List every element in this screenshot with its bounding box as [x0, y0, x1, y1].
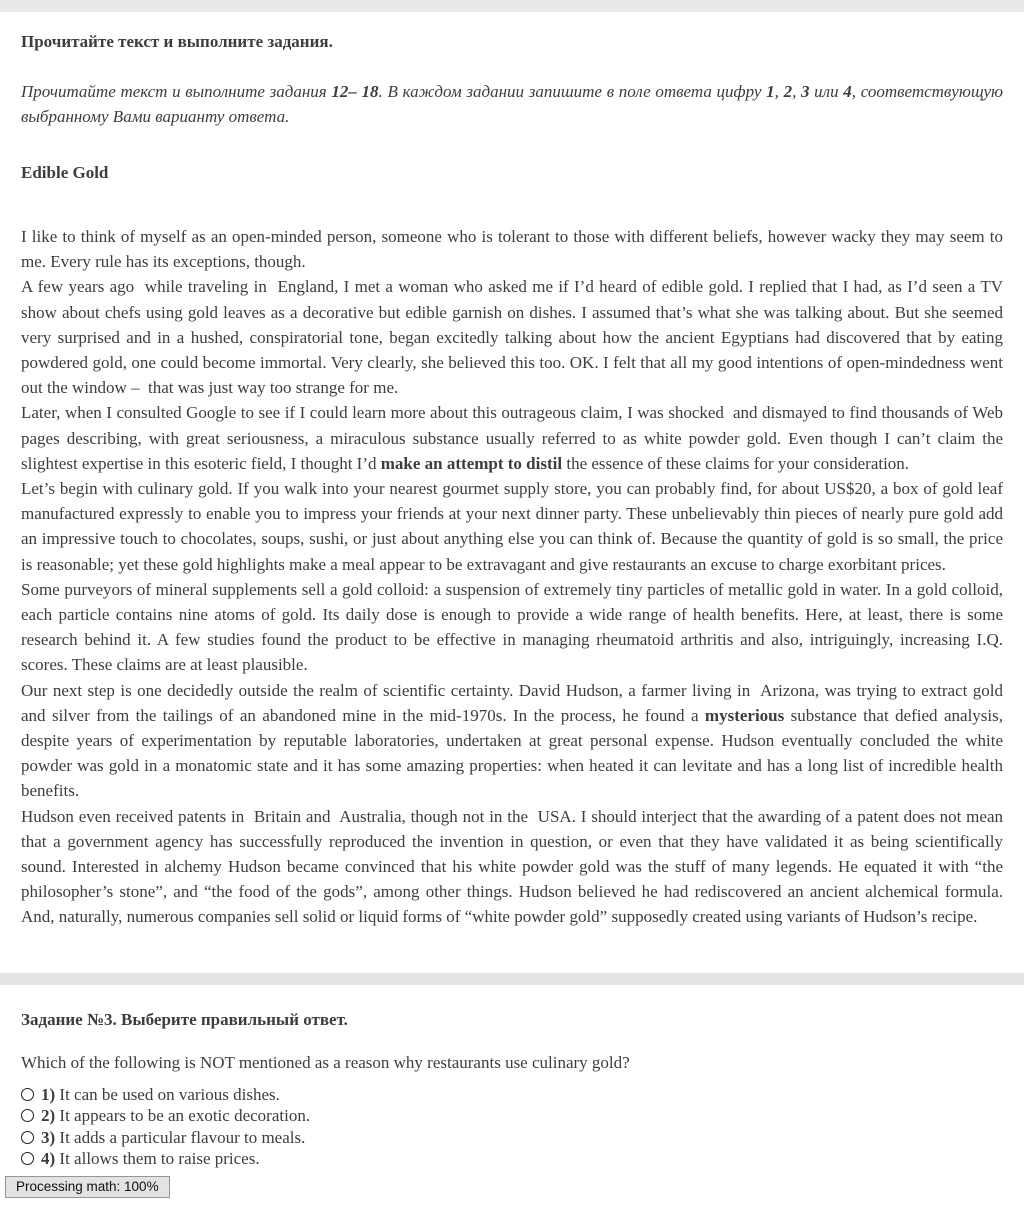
text-segment: или [809, 82, 844, 101]
top-divider-bar [0, 0, 1024, 12]
answer-option-number: 3) [41, 1127, 56, 1147]
text-segment: Some purveyors of mineral supplements sell a gold colloid: a suspension of extremely tiny particles of metallic gold in water. In a gold colloid, each particle contains nine atoms of gold. Its daily dose is enough to provide a wide range of health benefits. Here, at least, there is some research behind it. A few studies found the product to be effective in managing rheumatoid arthritis and also, intriguingly, increasing I.Q. scores. These claims are at least plausible. [21, 579, 1003, 675]
bold-text-segment: 2 [783, 82, 793, 101]
article-paragraph [21, 274, 1003, 400]
answer-option-number: 4) [41, 1148, 56, 1168]
radio-button-icon[interactable] [21, 1152, 34, 1165]
text-segment: substance that defied analysis, despite years of experimentation by reputable laboratories, undertaken at great personal expense. Hudson eventually concluded the white powder was gold in a monatomic state and it has some amazing properties: when heated it can levitate and has a long list of incredible health benefits. [21, 705, 1003, 801]
article-paragraph [21, 400, 1003, 476]
bold-text-segment: 12– 18 [331, 82, 379, 101]
answer-option-label [41, 1127, 305, 1148]
article-paragraph [21, 224, 1003, 274]
answer-option-number: 1) [41, 1084, 56, 1104]
instructions-header: Прочитайте текст и выполните задания. [21, 32, 333, 51]
answer-option-label [41, 1105, 310, 1126]
text-segment: Later, when I consulted Google to see if I could learn more about this outrageous claim, I was shocked and dismayed to find thousands of Web pages describing, with great seriousness, a miraculous substance usually referred to as white powder gold. Even though I can’t claim the slightest expertise in this esoteric field, I thought I’d [21, 403, 1003, 473]
article-paragraph [21, 804, 1003, 930]
text-segment: , [792, 82, 801, 101]
article-paragraph [21, 476, 1003, 577]
task-question: Which of the following is NOT mentioned as a reason why restaurants use culinary gold? [21, 1052, 630, 1072]
article-paragraph [21, 678, 1003, 804]
reading-section [0, 32, 1024, 930]
radio-button-icon[interactable] [21, 1109, 34, 1122]
text-segment: Let’s begin with culinary gold. If you walk into your nearest gourmet supply store, you can probably find, for about US$20, a box of gold leaf manufactured expressly to enable you to impress your friends at your next dinner party. These unbelievably thin pieces of nearly pure gold add an impressive touch to chocolates, soups, sushi, or just about anything else you can think of. Because the quantity of gold is so small, the price is reasonable; yet these gold highlights make a meal appear to be extravagant and give restaurants an excuse to charge exorbitant prices. [21, 479, 1003, 574]
answer-options-list [21, 1084, 1003, 1170]
answer-option-text: It adds a particular flavour to meals. [55, 1127, 306, 1147]
text-segment: Our next step is one decidedly outside the realm of scientific certainty. David Hudson, a farmer living in Arizona, was trying to extract gold and silver from the tailings of an abandoned mine in the mid-1970s. In the process, he found a [21, 680, 1003, 725]
answer-option-1[interactable] [21, 1084, 1003, 1105]
task-header: Задание №3. Выберите правильный ответ. [21, 1009, 348, 1029]
article-text [21, 224, 1003, 930]
task-section [0, 1010, 1024, 1170]
article-title: Edible Gold [21, 163, 109, 182]
answer-option-number: 2) [41, 1106, 56, 1126]
text-segment: Hudson even received patents in Britain and Australia, though not in the USA. I should interject that the awarding of a patent does not mean that a government agency has successfully reproduced the invention in question, or even that they have validated it as being scientifically sound. Interested in alchemy Hudson became convinced that his white powder gold was the stuff of many legends. He equated it with “the philosopher’s stone”, and “the food of the gods”, among other things. Hudson believed he had rediscovered an ancient alchemical formula. And, naturally, numerous companies sell solid or liquid forms of “white powder gold” supposedly created using variants of Hudson’s recipe. [21, 806, 1003, 927]
bold-text-segment: make an attempt to distil [380, 453, 563, 473]
answer-option-3[interactable] [21, 1127, 1003, 1148]
article-paragraph [21, 577, 1003, 678]
text-segment: I like to think of myself as an open-minded person, someone who is tolerant to those with different beliefs, however wacky they may seem to me. Every rule has its exceptions, though. [21, 227, 1003, 272]
radio-button-icon[interactable] [21, 1088, 34, 1101]
mathjax-status: Processing math: 100% [5, 1176, 170, 1198]
section-divider-bar [0, 973, 1024, 985]
text-segment: . В каждом задании запишите в поле ответа цифру [378, 82, 767, 101]
instructions-text [21, 79, 1003, 129]
text-segment: the essence of these claims for your consideration. [562, 453, 910, 473]
text-segment: A few years ago while traveling in England, I met a woman who asked me if I’d heard of edible gold. I replied that I had, as I’d seen a TV show about chefs using gold leaves as a decorative but edible garnish on dishes. I assumed that’s what she was talking about. But she seemed very surprised and in a hushed, conspiratorial tone, began excitedly talking about how the ancient Egyptians had discovered that by eating powdered gold, one could become immortal. Very clearly, she believed this too. OK. I felt that all my good intentions of open-mindedness went out the window – that was just way too strange for me. [21, 277, 1003, 398]
answer-option-label [41, 1148, 260, 1169]
answer-option-text: It can be used on various dishes. [55, 1084, 280, 1104]
radio-button-icon[interactable] [21, 1131, 34, 1144]
answer-option-label [41, 1084, 280, 1105]
bold-text-segment: 4 [843, 82, 852, 101]
answer-option-text: It appears to be an exotic decoration. [55, 1106, 311, 1126]
bold-text-segment: 3 [801, 82, 810, 101]
answer-option-text: It allows them to raise prices. [55, 1148, 260, 1168]
text-segment: Прочитайте текст и выполните задания [21, 82, 332, 101]
text-segment: , [774, 82, 784, 101]
answer-option-2[interactable] [21, 1105, 1003, 1126]
answer-option-4[interactable] [21, 1148, 1003, 1169]
bold-text-segment: 1 [766, 82, 775, 101]
text-segment: , соответствующую выбранному Вами варианту ответа. [21, 82, 1003, 126]
bold-text-segment: mysterious [704, 705, 785, 725]
